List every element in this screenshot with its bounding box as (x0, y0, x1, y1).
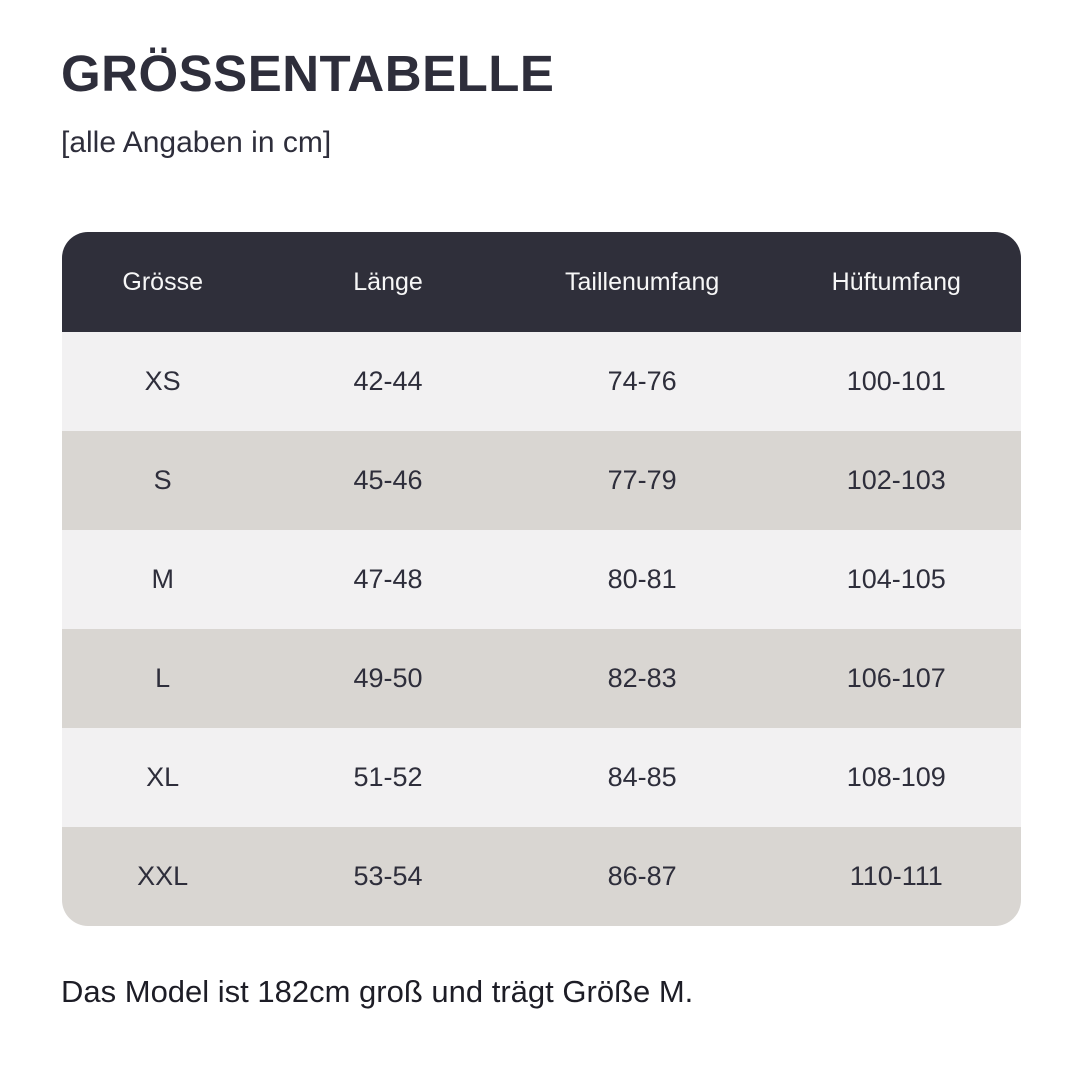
measurement-value: 84-85 (607, 762, 677, 792)
measurement-value: 42-44 (353, 366, 423, 396)
table-row (62, 728, 1021, 827)
table-body (62, 332, 1021, 926)
table-row (62, 629, 1021, 728)
measurement-value: 77-79 (607, 465, 677, 495)
measurement-value: 110-111 (849, 861, 943, 891)
table-row (62, 431, 1021, 530)
size-label: S (153, 465, 172, 495)
measurement-value: 80-81 (607, 564, 677, 594)
measurement-value: 47-48 (353, 564, 423, 594)
measurement-value: 53-54 (353, 861, 423, 891)
measurement-value: 49-50 (353, 663, 423, 693)
table-row (62, 530, 1021, 629)
measurement-value: 106-107 (846, 663, 946, 693)
size-label: XL (146, 762, 180, 792)
size-label: XS (144, 366, 181, 396)
table-row (62, 827, 1021, 926)
measurement-value: 104-105 (846, 564, 946, 594)
size-label: M (151, 564, 174, 594)
measurement-value: 51-52 (353, 762, 423, 792)
column-header: Hüftumfang (831, 267, 961, 296)
size-table (62, 232, 1021, 926)
model-note: Das Model ist 182cm groß und trägt Größe M. (61, 974, 694, 1009)
measurement-value: 108-109 (846, 762, 946, 792)
units-note: [alle Angaben in cm] (61, 126, 332, 159)
measurement-value: 74-76 (607, 366, 677, 396)
measurement-value: 102-103 (846, 465, 946, 495)
page-title: GRÖSSENTABELLE (61, 45, 555, 102)
column-header: Taillenumfang (565, 267, 720, 296)
measurement-value: 86-87 (607, 861, 677, 891)
size-label: L (155, 663, 171, 693)
column-header: Grösse (122, 267, 203, 296)
table-row (62, 332, 1021, 431)
measurement-value: 100-101 (846, 366, 946, 396)
table-header-row (62, 232, 1021, 332)
measurement-value: 45-46 (353, 465, 423, 495)
measurement-value: 82-83 (607, 663, 677, 693)
column-header: Länge (353, 267, 423, 296)
size-label: XXL (137, 861, 189, 891)
